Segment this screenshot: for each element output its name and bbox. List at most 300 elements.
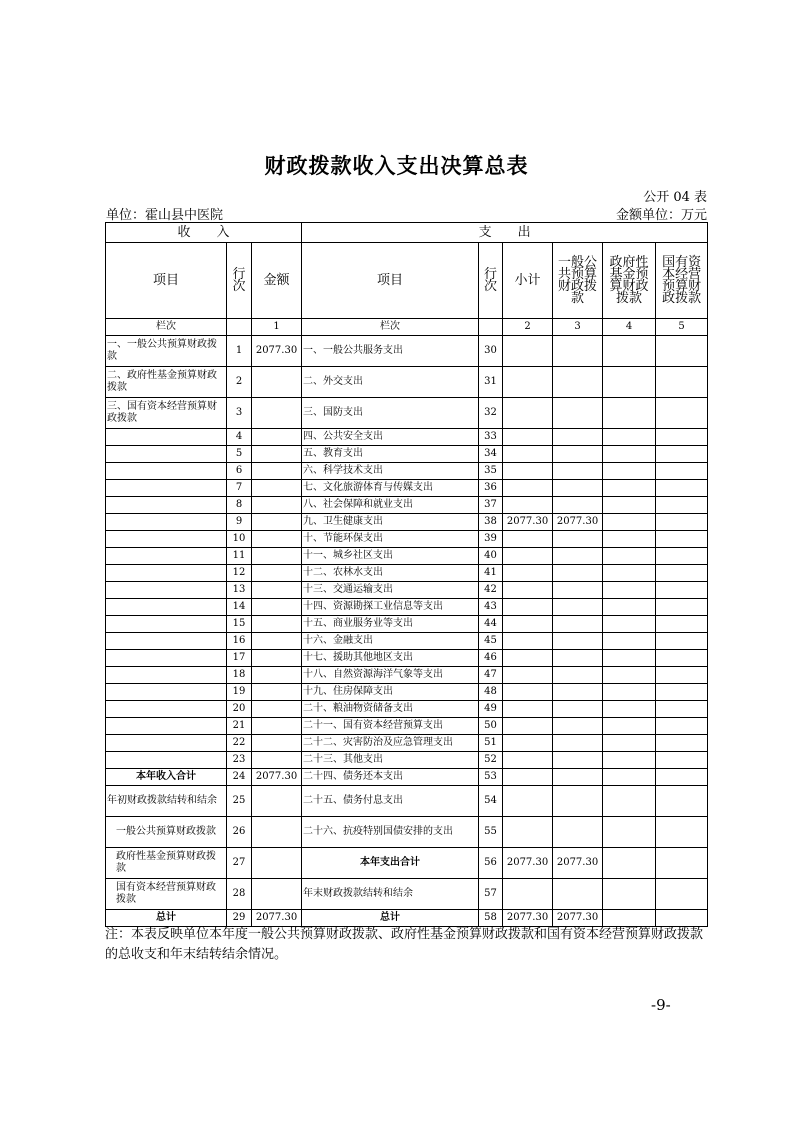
expense-row-no: 41 [479, 565, 503, 582]
expense-row-no: 49 [479, 701, 503, 718]
table-row [106, 752, 708, 769]
expense-row-no: 47 [479, 667, 503, 684]
expense-fund [603, 336, 656, 367]
expense-general [553, 497, 603, 514]
expense-state [656, 667, 708, 684]
income-item: 国有资本经营预算财政拨款 [106, 879, 227, 910]
page-title: 财政拨款收入支出决算总表 [264, 153, 529, 178]
table-row [106, 650, 708, 667]
table-row [106, 367, 708, 398]
income-row-no: 8 [227, 497, 252, 514]
expense-fund [603, 429, 656, 446]
expense-general [553, 752, 603, 769]
income-row-no: 12 [227, 565, 252, 582]
expense-general: 2077.30 [553, 910, 603, 927]
income-item [106, 599, 227, 616]
income-amount: 2077.30 [252, 910, 302, 927]
expense-general [553, 367, 603, 398]
expense-item: 八、社会保障和就业支出 [302, 497, 479, 514]
income-amount [252, 786, 302, 817]
expense-row-no: 53 [479, 769, 503, 786]
table-row [106, 879, 708, 910]
income-row-no: 3 [227, 398, 252, 429]
budget-table [105, 222, 708, 927]
expense-state [656, 429, 708, 446]
income-row-no: 17 [227, 650, 252, 667]
income-item [106, 446, 227, 463]
income-row-no: 28 [227, 879, 252, 910]
expense-state [656, 582, 708, 599]
expense-item: 二十五、债务付息支出 [302, 786, 479, 817]
expense-item: 四、公共安全支出 [302, 429, 479, 446]
table-row [106, 910, 708, 927]
expense-state [656, 446, 708, 463]
expense-subtotal [503, 701, 553, 718]
expense-item: 十七、援助其他地区支出 [302, 650, 479, 667]
expense-general [553, 879, 603, 910]
expense-row-no: 43 [479, 599, 503, 616]
expense-subtotal: 2077.30 [503, 848, 553, 879]
expense-item: 十二、农林水支出 [302, 565, 479, 582]
expense-general [553, 565, 603, 582]
table-row [106, 667, 708, 684]
expense-general [553, 667, 603, 684]
expense-subtotal: 2077.30 [503, 910, 553, 927]
expense-subtotal [503, 463, 553, 480]
expense-row-no: 38 [479, 514, 503, 531]
expense-row-no: 30 [479, 336, 503, 367]
income-amount [252, 879, 302, 910]
income-row-no: 11 [227, 548, 252, 565]
table-row [106, 336, 708, 367]
expense-fund [603, 786, 656, 817]
income-amount [252, 701, 302, 718]
income-amount [252, 463, 302, 480]
income-item [106, 633, 227, 650]
income-row-no: 29 [227, 910, 252, 927]
expense-state [656, 599, 708, 616]
income-amount [252, 848, 302, 879]
expense-row-no-header: 行次 [479, 243, 503, 319]
table-row [106, 480, 708, 497]
expense-subtotal [503, 633, 553, 650]
income-amount [252, 531, 302, 548]
expense-item: 十三、交通运输支出 [302, 582, 479, 599]
income-item: 本年收入合计 [106, 769, 227, 786]
expense-item: 九、卫生健康支出 [302, 514, 479, 531]
expense-fund [603, 616, 656, 633]
expense-subtotal [503, 497, 553, 514]
page-number: -9- [651, 996, 671, 1014]
income-amount [252, 480, 302, 497]
expense-subtotal [503, 879, 553, 910]
expense-row-no: 42 [479, 582, 503, 599]
expense-row-no: 45 [479, 633, 503, 650]
expense-item: 十一、城乡社区支出 [302, 548, 479, 565]
income-row-no: 15 [227, 616, 252, 633]
col-label: 栏次 [302, 319, 479, 336]
table-row [106, 701, 708, 718]
expense-row-no: 32 [479, 398, 503, 429]
col-number: 1 [252, 319, 302, 336]
table-row [106, 817, 708, 848]
expense-state [656, 718, 708, 735]
expense-general [553, 336, 603, 367]
expense-fund [603, 752, 656, 769]
income-row-no: 18 [227, 667, 252, 684]
income-amount [252, 752, 302, 769]
col-number: 2 [503, 319, 553, 336]
expense-item: 本年支出合计 [302, 848, 479, 879]
expense-item: 十九、住房保障支出 [302, 684, 479, 701]
income-row-no: 9 [227, 514, 252, 531]
expense-item: 二十二、灾害防治及应急管理支出 [302, 735, 479, 752]
income-item [106, 463, 227, 480]
expense-subtotal [503, 786, 553, 817]
income-row-no: 24 [227, 769, 252, 786]
expense-subtotal [503, 429, 553, 446]
fund-budget-header: 政府性基金预算财政拨款 [603, 243, 656, 319]
expense-state [656, 531, 708, 548]
expense-item: 十、节能环保支出 [302, 531, 479, 548]
money-unit-label: 金额单位：万元 [615, 208, 707, 223]
income-item [106, 701, 227, 718]
income-amount [252, 514, 302, 531]
income-row-no-header: 行次 [227, 243, 252, 319]
expense-general [553, 548, 603, 565]
income-amount [252, 446, 302, 463]
expense-subtotal [503, 616, 553, 633]
expense-subtotal [503, 718, 553, 735]
expense-fund [603, 667, 656, 684]
income-item [106, 582, 227, 599]
income-amount [252, 735, 302, 752]
expense-fund [603, 398, 656, 429]
income-row-no: 13 [227, 582, 252, 599]
income-row-no: 16 [227, 633, 252, 650]
expense-general [553, 817, 603, 848]
table-row [106, 429, 708, 446]
expense-state [656, 497, 708, 514]
expense-row-no: 44 [479, 616, 503, 633]
col-number: 5 [656, 319, 708, 336]
income-amount [252, 367, 302, 398]
expense-subtotal [503, 548, 553, 565]
income-amount [252, 616, 302, 633]
expense-general [553, 446, 603, 463]
expense-row-no: 31 [479, 367, 503, 398]
income-row-no: 1 [227, 336, 252, 367]
income-amount [252, 497, 302, 514]
expense-subtotal [503, 650, 553, 667]
income-item: 三、国有资本经营预算财政拨款 [106, 398, 227, 429]
table-row [106, 599, 708, 616]
expense-fund [603, 548, 656, 565]
table-row [106, 531, 708, 548]
expense-subtotal: 2077.30 [503, 514, 553, 531]
expense-fund [603, 497, 656, 514]
expense-fund [603, 817, 656, 848]
income-row-no: 4 [227, 429, 252, 446]
income-item [106, 497, 227, 514]
table-row [106, 497, 708, 514]
expense-general [553, 616, 603, 633]
expense-subtotal [503, 735, 553, 752]
expense-fund [603, 701, 656, 718]
table-row [106, 514, 708, 531]
expense-item: 六、科学技术支出 [302, 463, 479, 480]
expense-state [656, 514, 708, 531]
income-item [106, 480, 227, 497]
expense-general [553, 701, 603, 718]
expense-state [656, 367, 708, 398]
income-amount [252, 667, 302, 684]
income-item: 年初财政拨款结转和结余 [106, 786, 227, 817]
col-label: 栏次 [106, 319, 227, 336]
expense-state [656, 786, 708, 817]
table-row [106, 848, 708, 879]
income-item [106, 684, 227, 701]
income-row-no: 2 [227, 367, 252, 398]
income-amount [252, 398, 302, 429]
expense-state [656, 616, 708, 633]
expense-row-no: 57 [479, 879, 503, 910]
expense-general [553, 633, 603, 650]
expense-row-no: 56 [479, 848, 503, 879]
income-amount [252, 599, 302, 616]
income-amount: 2077.30 [252, 769, 302, 786]
unit-label: 单位：霍山县中医院 [106, 208, 224, 223]
expense-item: 十四、资源勘探工业信息等支出 [302, 599, 479, 616]
income-row-no: 5 [227, 446, 252, 463]
expense-state [656, 398, 708, 429]
income-row-no: 25 [227, 786, 252, 817]
expense-row-no: 55 [479, 817, 503, 848]
expense-general [553, 463, 603, 480]
expense-subtotal [503, 752, 553, 769]
expense-subtotal [503, 565, 553, 582]
expense-fund [603, 582, 656, 599]
income-amount [252, 565, 302, 582]
expense-fund [603, 769, 656, 786]
income-item [106, 752, 227, 769]
amount-header: 金额 [252, 243, 302, 319]
expense-state [656, 735, 708, 752]
expense-state [656, 684, 708, 701]
expense-state [656, 879, 708, 910]
expense-state [656, 480, 708, 497]
expense-fund [603, 684, 656, 701]
expense-row-no: 33 [479, 429, 503, 446]
expense-general [553, 718, 603, 735]
expense-row-no: 39 [479, 531, 503, 548]
expense-item: 十八、自然资源海洋气象等支出 [302, 667, 479, 684]
income-amount [252, 429, 302, 446]
income-item: 总计 [106, 910, 227, 927]
expense-fund [603, 633, 656, 650]
expense-general [553, 429, 603, 446]
income-row-no: 10 [227, 531, 252, 548]
expense-fund [603, 367, 656, 398]
expense-row-no: 34 [479, 446, 503, 463]
expense-row-no: 48 [479, 684, 503, 701]
expense-fund [603, 565, 656, 582]
expense-header: 支 出 [302, 223, 708, 243]
income-row-no: 20 [227, 701, 252, 718]
general-budget-header: 一般公共预算财政拨款 [553, 243, 603, 319]
expense-item: 二十、粮油物资储备支出 [302, 701, 479, 718]
expense-row-no: 40 [479, 548, 503, 565]
expense-general [553, 398, 603, 429]
expense-fund [603, 848, 656, 879]
expense-general [553, 480, 603, 497]
expense-subtotal [503, 769, 553, 786]
expense-item: 三、国防支出 [302, 398, 479, 429]
table-row [106, 684, 708, 701]
col-number: 3 [553, 319, 603, 336]
income-row-no: 7 [227, 480, 252, 497]
expense-fund [603, 718, 656, 735]
expense-general [553, 531, 603, 548]
expense-general: 2077.30 [553, 848, 603, 879]
table-row [106, 769, 708, 786]
income-row-no: 27 [227, 848, 252, 879]
expense-subtotal [503, 480, 553, 497]
income-amount [252, 650, 302, 667]
table-row [106, 735, 708, 752]
table-code: 公开 04 表 [643, 190, 707, 205]
expense-row-no: 35 [479, 463, 503, 480]
subtotal-header: 小计 [503, 243, 553, 319]
expense-item-header: 项目 [302, 243, 479, 319]
expense-general [553, 650, 603, 667]
table-row [106, 565, 708, 582]
income-amount [252, 817, 302, 848]
expense-subtotal [503, 582, 553, 599]
expense-item: 十六、金融支出 [302, 633, 479, 650]
table-note: 注：本表反映单位本年度一般公共预算财政拨款、政府性基金预算财政拨款和国有资本经营预算财政拨款的总收支和年末结转结余情况。 [105, 927, 704, 962]
income-item [106, 548, 227, 565]
income-item: 二、政府性基金预算财政拨款 [106, 367, 227, 398]
expense-item: 二十三、其他支出 [302, 752, 479, 769]
expense-item: 总计 [302, 910, 479, 927]
expense-row-no: 46 [479, 650, 503, 667]
expense-row-no: 51 [479, 735, 503, 752]
expense-state [656, 463, 708, 480]
income-row-no: 26 [227, 817, 252, 848]
income-amount [252, 633, 302, 650]
expense-item: 年末财政拨款结转和结余 [302, 879, 479, 910]
income-item: 一般公共预算财政拨款 [106, 817, 227, 848]
expense-state [656, 848, 708, 879]
table-row [106, 582, 708, 599]
income-row-no: 23 [227, 752, 252, 769]
expense-state [656, 752, 708, 769]
income-item: 政府性基金预算财政拨款 [106, 848, 227, 879]
expense-fund [603, 650, 656, 667]
income-item [106, 667, 227, 684]
expense-state [656, 701, 708, 718]
expense-fund [603, 599, 656, 616]
expense-general [553, 735, 603, 752]
income-amount: 2077.30 [252, 336, 302, 367]
expense-item: 一、一般公共服务支出 [302, 336, 479, 367]
expense-item: 二十一、国有资本经营预算支出 [302, 718, 479, 735]
expense-subtotal [503, 817, 553, 848]
expense-item: 十五、商业服务业等支出 [302, 616, 479, 633]
income-item [106, 650, 227, 667]
income-row-no: 14 [227, 599, 252, 616]
col-number: 4 [603, 319, 656, 336]
expense-general [553, 769, 603, 786]
table-row [106, 463, 708, 480]
income-item [106, 616, 227, 633]
table-row [106, 548, 708, 565]
expense-subtotal [503, 531, 553, 548]
table-row [106, 786, 708, 817]
income-row-no: 22 [227, 735, 252, 752]
expense-subtotal [503, 367, 553, 398]
expense-fund [603, 531, 656, 548]
table-row [106, 616, 708, 633]
income-item-header: 项目 [106, 243, 227, 319]
expense-fund [603, 879, 656, 910]
income-item [106, 565, 227, 582]
expense-fund [603, 910, 656, 927]
expense-state [656, 910, 708, 927]
expense-row-no: 36 [479, 480, 503, 497]
expense-fund [603, 446, 656, 463]
table-row [106, 633, 708, 650]
expense-general: 2077.30 [553, 514, 603, 531]
expense-state [656, 336, 708, 367]
income-row-no: 21 [227, 718, 252, 735]
expense-subtotal [503, 684, 553, 701]
income-row-no: 19 [227, 684, 252, 701]
expense-item: 二十六、抗疫特别国债安排的支出 [302, 817, 479, 848]
income-item [106, 514, 227, 531]
expense-state [656, 769, 708, 786]
expense-fund [603, 514, 656, 531]
income-item [106, 735, 227, 752]
table-row [106, 398, 708, 429]
expense-general [553, 786, 603, 817]
expense-row-no: 54 [479, 786, 503, 817]
expense-state [656, 565, 708, 582]
state-capital-header: 国有资本经营预算财政拨款 [656, 243, 708, 319]
income-item [106, 718, 227, 735]
expense-state [656, 633, 708, 650]
income-item [106, 531, 227, 548]
expense-subtotal [503, 599, 553, 616]
income-header: 收 入 [106, 223, 302, 243]
expense-row-no: 37 [479, 497, 503, 514]
expense-state [656, 817, 708, 848]
expense-subtotal [503, 336, 553, 367]
expense-fund [603, 735, 656, 752]
expense-subtotal [503, 667, 553, 684]
income-amount [252, 548, 302, 565]
income-row-no: 6 [227, 463, 252, 480]
expense-general [553, 684, 603, 701]
expense-item: 七、文化旅游体育与传媒支出 [302, 480, 479, 497]
income-item [106, 429, 227, 446]
expense-general [553, 599, 603, 616]
table-row [106, 446, 708, 463]
expense-item: 五、教育支出 [302, 446, 479, 463]
expense-state [656, 548, 708, 565]
income-amount [252, 684, 302, 701]
